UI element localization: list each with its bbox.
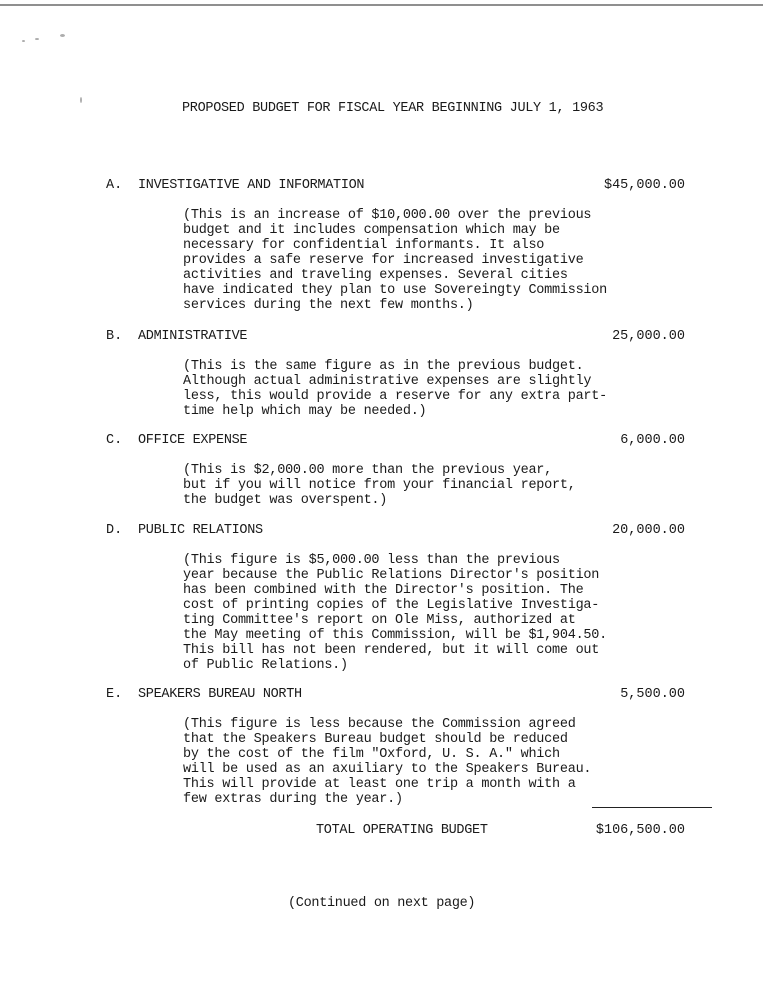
note-line: but if you will notice from your financial report,: [183, 478, 576, 493]
note-line: provides a safe reserve for increased investigative: [183, 253, 584, 268]
note-line: time help which may be needed.): [183, 404, 427, 419]
item-a-amount: $45,000.00: [603, 178, 685, 193]
note-line: (This is $2,000.00 more than the previous year,: [183, 463, 553, 478]
note-line: by the cost of the film "Oxford, U. S. A." which: [183, 747, 560, 762]
scan-speck: [35, 38, 39, 40]
item-c-heading: OFFICE EXPENSE: [138, 433, 248, 448]
note-line: year because the Public Relations Director's position: [183, 568, 600, 583]
scan-speck: [60, 34, 65, 37]
note-line: (This figure is $5,000.00 less than the previous: [183, 553, 560, 568]
note-line: few extras during the year.): [183, 792, 403, 807]
note-line: activities and traveling expenses. Several cities: [183, 268, 568, 283]
item-e-note: [183, 717, 603, 807]
item-d-note: [183, 553, 607, 673]
item-e-amount: 5,500.00: [620, 687, 685, 702]
note-line: that the Speakers Bureau budget should be reduced: [183, 732, 568, 747]
note-line: will be used as an axuiliary to the Speakers Bureau.: [183, 762, 592, 777]
item-b-letter: B.: [106, 329, 123, 344]
note-line: less, this would provide a reserve for any extra part-: [183, 389, 607, 404]
item-d-amount: 20,000.00: [612, 523, 685, 538]
note-line: the May meeting of this Commission, will be $1,904.50.: [183, 628, 607, 643]
note-line: cost of printing copies of the Legislative Investiga-: [183, 598, 600, 613]
item-e-heading: SPEAKERS BUREAU NORTH: [138, 687, 302, 702]
note-line: has been combined with the Director's position. The: [183, 583, 584, 598]
item-d-letter: D.: [106, 523, 123, 538]
document-title: PROPOSED BUDGET FOR FISCAL YEAR BEGINNING JULY 1, 1963: [182, 101, 604, 116]
continued-note: (Continued on next page): [288, 896, 476, 911]
top-edge-line: [0, 4, 763, 6]
total-underline: [592, 807, 712, 808]
note-line: This bill has not been rendered, but it will come out: [183, 643, 600, 658]
note-line: (This figure is less because the Commission agreed: [183, 717, 576, 732]
item-c-note: [183, 463, 603, 508]
note-line: services during the next few months.): [183, 298, 474, 313]
note-line: This will provide at least one trip a month with a: [183, 777, 576, 792]
note-line: budget and it includes compensation which may be: [183, 223, 560, 238]
item-d-heading: PUBLIC RELATIONS: [138, 523, 263, 538]
note-line: (This is the same figure as in the previous budget.: [183, 359, 584, 374]
item-a-heading: INVESTIGATIVE AND INFORMATION: [138, 178, 365, 193]
scan-speck: [22, 40, 25, 42]
scan-speck: [80, 97, 82, 103]
item-e-letter: E.: [106, 687, 123, 702]
note-line: ting Committee's report on Ole Miss, authorized at: [183, 613, 576, 628]
note-line: have indicated they plan to use Sovereingty Commission: [183, 283, 607, 298]
total-amount: $106,500.00: [595, 823, 685, 838]
note-line: Although actual administrative expenses are slightly: [183, 374, 592, 389]
note-line: necessary for confidential informants. It also: [183, 238, 545, 253]
item-b-note: [183, 359, 607, 419]
item-a-letter: A.: [106, 178, 123, 193]
note-line: of Public Relations.): [183, 658, 348, 673]
total-label: TOTAL OPERATING BUDGET: [316, 823, 488, 838]
item-c-letter: C.: [106, 433, 123, 448]
note-line: (This is an increase of $10,000.00 over the previous: [183, 208, 592, 223]
item-b-heading: ADMINISTRATIVE: [138, 329, 248, 344]
item-c-amount: 6,000.00: [620, 433, 685, 448]
note-line: the budget was overspent.): [183, 493, 388, 508]
item-a-note: [183, 208, 607, 313]
item-b-amount: 25,000.00: [612, 329, 685, 344]
